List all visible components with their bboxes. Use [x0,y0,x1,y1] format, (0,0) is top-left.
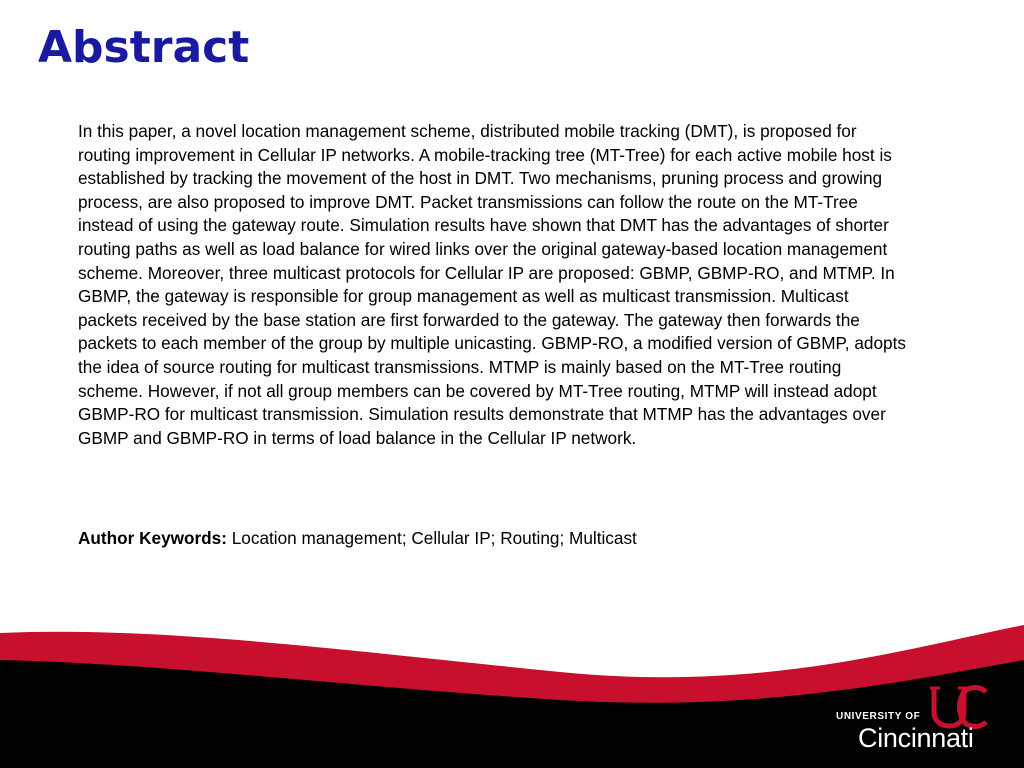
logo-cincinnati: Cincinnati [858,723,974,753]
uc-logo [836,682,996,758]
abstract-paragraph: In this paper, a novel location management scheme, distributed mobile tracking (DMT), is proposed for routing improvement in Cellular IP networks. A mobile-tracking tree (MT-Tree) for each active mobile host is established by tracking the movement of the host in DMT. Two mechanisms, pruning process and growing process, are also proposed to improve DMT. Packet transmissions can follow the route on the MT-Tree instead of using the gateway route. Simulation results have shown that DMT has the advantages of shorter routing paths as well as load balance for wired links over the original gateway-based location management scheme. Moreover, three multicast protocols for Cellular IP are proposed: GBMP, GBMP-RO, and MTMP. In GBMP, the gateway is responsible for group management as well as multicast transmission. Multicast packets received by the base station are first forwarded to the gateway. The gateway then forwards the packets to each member of the group by multiple unicasting. GBMP-RO, a modified version of GBMP, adopts the idea of source routing for multicast transmissions. MTMP is mainly based on the MT-Tree routing scheme. However, if not all group members can be covered by MT-Tree routing, MTMP will instead adopt GBMP-RO for multicast transmission. Simulation results demonstrate that MTMP has the advantages over GBMP and GBMP-RO in terms of load balance in the Cellular IP network. [78,121,906,448]
logo-university-of: UNIVERSITY OF [836,711,921,722]
keywords-value: Location management; Cellular IP; Routing; Multicast [231,528,637,548]
keywords-label: Author Keywords: [78,528,227,548]
slide-title: Abstract [38,22,250,73]
